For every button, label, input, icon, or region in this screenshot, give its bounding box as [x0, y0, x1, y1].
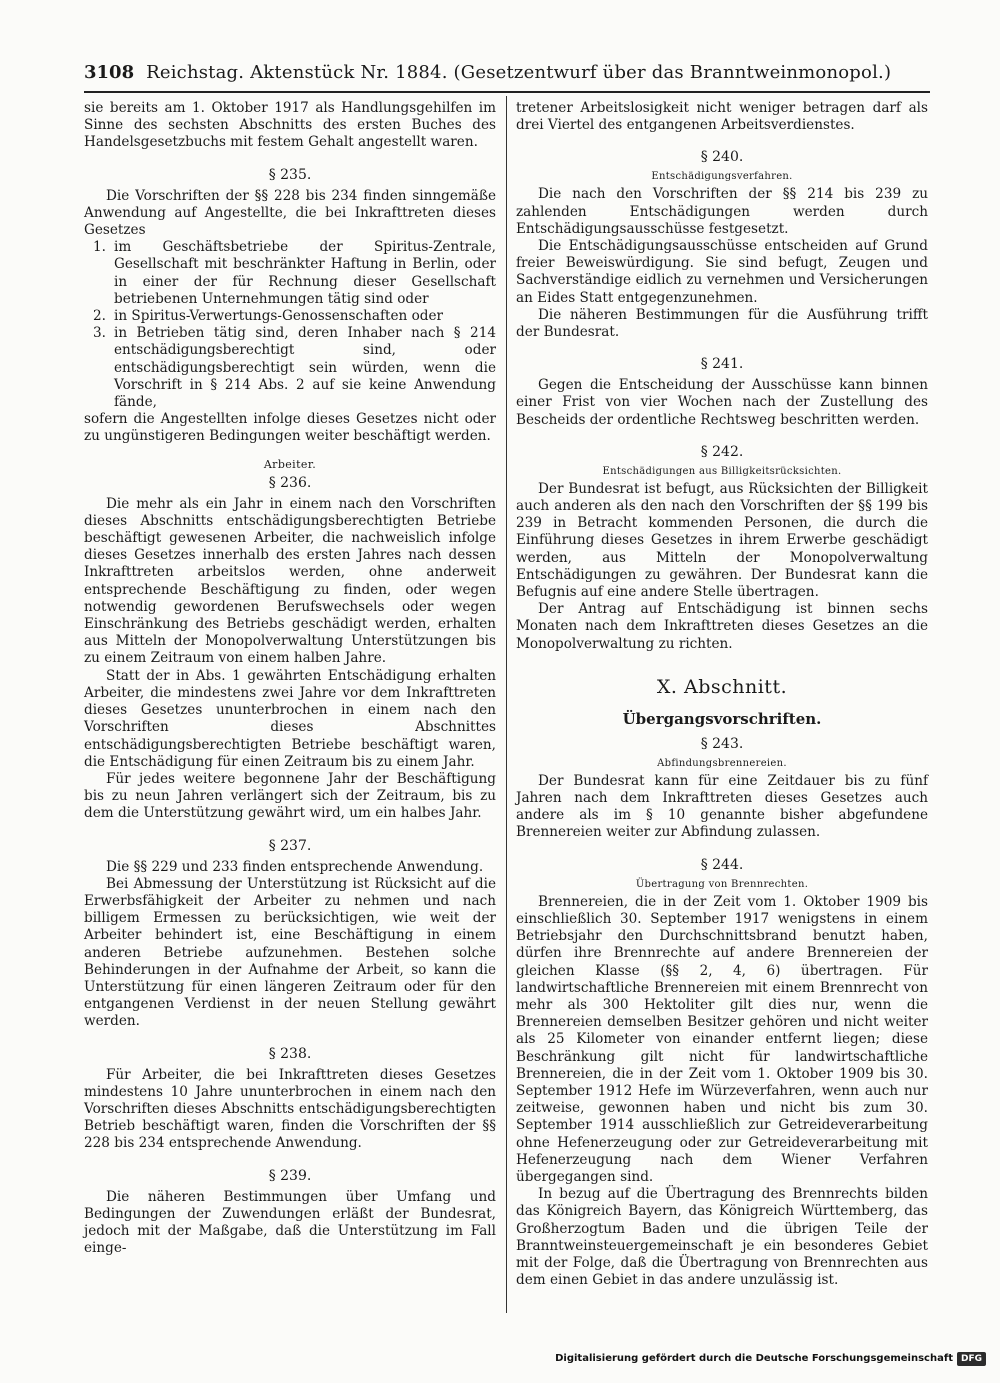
section-subtitle: Übertragung von Brennrechten. [635, 878, 809, 890]
section-heading-238: § 238. [268, 1045, 312, 1062]
section-heading-236: § 236. [268, 474, 312, 491]
paragraph: sofern die Angestellten infolge dieses Gesetzes nicht oder zu ungünstigeren Bedingungen weiter beschäftigt werden. [84, 411, 496, 445]
section-heading-240: § 240. [700, 149, 744, 166]
part-heading: X. Abschnitt. [656, 675, 788, 698]
paragraph: Die §§ 229 und 233 finden entsprechende Anwendung. [106, 858, 484, 875]
section-subtitle: Entschädigungen aus Billigkeitsrücksichten. [602, 465, 842, 477]
paragraph: Der Bundesrat ist befugt, aus Rücksichten der Billigkeit auch anderen als den nach den Vorschriften der §§ 199 bis 239 in Betracht kommenden Personen, die durch die Einführung dieses Gesetzes in ihrem Erwerbe geschädigt werden, aus Mitteln der Monopolverwaltung Entschädigungen zu gewähren. Der Bundesrat kann die Befugnis auf eine andere Stelle übertragen. [516, 480, 928, 601]
right-column [516, 100, 928, 1289]
paragraph: Die näheren Bestimmungen für die Ausführung trifft der Bundesrat. [516, 306, 928, 341]
section-heading-242: § 242. [700, 443, 744, 460]
list-text: in Spiritus-Verwertungs-Genossenschaften oder [114, 308, 444, 325]
page-header [84, 58, 930, 88]
dfg-logo: DFG [957, 1352, 986, 1366]
section-heading-237: § 237. [268, 837, 312, 854]
paragraph: Die Entschädigungsausschüsse entscheiden auf Grund freier Beweiswürdigung. Sie sind befugt, Zeugen und Sachverständige eidlich zu vernehmen und Versicherungen an Eides Statt entgegenzunehmen. [516, 238, 928, 306]
paragraph: sie bereits am 1. Oktober 1917 als Handlungsgehilfen im Sinne des sechsten Abschnitts des ersten Buches des Handelsgesetzbuchs mit festem Gehalt angestellt waren. [84, 100, 496, 151]
paragraph: Die mehr als ein Jahr in einem nach den Vorschriften dieses Abschnitts entschädigungsberechtigten Betriebe beschäftigt gewesenen Arbeiter, die nachweislich infolge dieses Gesetzes innerhalb des ersten Jahres nach dessen Inkrafttreten arbeitslos werden, ohne anderweit entsprechende Beschäftigung zu finden, oder wegen notwendig gewordenen Berufswechsels oder wegen Einschränkung des Betriebs geschädigt werden, erhalten aus Mitteln der Monopolverwaltung Unterstützungen bis zu einem Zeitraum von einem halben Jahre. [84, 495, 496, 667]
paragraph: Gegen die Entscheidung der Ausschüsse kann binnen einer Frist von vier Wochen nach der Zustellung des Bescheids der ordentliche Rechtsweg beschritten werden. [516, 377, 928, 428]
part-title: Übergangsvorschriften. [622, 709, 822, 728]
list-number: 2. [93, 308, 106, 325]
paragraph: Der Bundesrat kann für eine Zeitdauer bis zu fünf Jahren nach dem Inkrafttreten dieses Gesetzes auch andere als im § 10 genannte bisher abgefundene Brennereien weiter zur Abfindung zulassen. [516, 772, 928, 841]
enumerated-list [84, 239, 496, 411]
list-number: 1. [93, 239, 106, 256]
paragraph: Statt der in Abs. 1 gewährten Entschädigung erhalten Arbeiter, die mindestens zwei Jahre vor dem Inkrafttreten dieses Gesetzes ununterbrochen in einem nach den Vorschriften dieses Abschnittes entschädigungsberechtigten Betriebe beschäftigt waren, die Entschädigung für einen Zeitraum bis zu einem Jahr. [84, 667, 496, 770]
section-subtitle: Entschädigungsverfahren. [651, 171, 793, 183]
paragraph: Die nach den Vorschriften der §§ 214 bis 239 zu zahlenden Entschädigungen werden durch Entschädigungsausschüsse festgesetzt. [516, 186, 928, 237]
paragraph: Bei Abmessung der Unterstützung ist Rücksicht auf die Erwerbsfähigkeit der Arbeiter zu nehmen und nach billigem Ermessen zu berücksichtigen, wie weit der Arbeiter behindert ist, eine Beschäftigung in einem anderen Betriebe aufzunehmen. Bestehen solche Behinderungen in der Aufnahme der Arbeit, so kann die Unterstützung für einen längeren Zeitraum oder für den entgangenen Verdienst in der neuen Stellung gewährt werden. [84, 875, 496, 1030]
left-column [84, 100, 496, 1257]
column-divider [506, 96, 507, 1313]
section-heading-244: § 244. [700, 856, 744, 873]
header-rule [84, 91, 930, 93]
digitization-credit [555, 1351, 986, 1367]
list-text: im Geschäftsbetriebe der Spiritus-Zentrale, Gesellschaft mit beschränkter Haftung in Berlin, oder in einer der für Rechnung dieser Gesellschaft betriebenen Unternehmungen tätig sind oder [114, 239, 496, 307]
credit-text: Digitalisierung gefördert durch die Deutsche Forschungsgemeinschaft [555, 1353, 953, 1364]
section-heading-241: § 241. [700, 356, 744, 373]
paragraph: Die Vorschriften der §§ 228 bis 234 finden sinngemäße Anwendung auf Angestellte, die bei Inkrafttreten dieses Gesetzes [84, 187, 496, 239]
paragraph: tretener Arbeitslosigkeit nicht weniger betragen darf als drei Viertel des entgangenen Arbeitsverdienstes. [516, 100, 928, 134]
section-heading-243: § 243. [700, 735, 744, 752]
section-heading-239: § 239. [268, 1167, 312, 1184]
running-title: Reichstag. Aktenstück Nr. 1884. (Gesetzentwurf über das Branntweinmonopol.) [146, 62, 892, 83]
list-item [84, 239, 496, 308]
paragraph: Der Antrag auf Entschädigung ist binnen sechs Monaten nach dem Inkrafttreten dieses Gesetzes an die Monopolverwaltung zu richten. [516, 601, 928, 652]
paragraph: Für Arbeiter, die bei Inkrafttreten dieses Gesetzes mindestens 10 Jahre ununterbrochen in einem nach den Vorschriften dieses Abschnitts entschädigungsberechtigten Betrieb beschäftigt waren, finden die Vorschriften der §§ 228 bis 234 entsprechende Anwendung. [84, 1066, 496, 1152]
list-item [84, 325, 496, 411]
section-subtitle: Abfindungsbrennereien. [657, 757, 787, 769]
paragraph: Brennereien, die in der Zeit vom 1. Oktober 1909 bis einschließlich 30. September 1917 wenigstens in einem Betriebsjahr den Durchschnittsbrand benutzt haben, dürfen ihre Brennrechte auf andere Brennereien der gleichen Klasse (§§ 2, 4, 6) übertragen. Für landwirtschaftliche Brennereien mit einem Brennrecht von mehr als 300 Hektoliter gilt dies nur, wenn die Brennereien demselben Besitzer gehören und nicht weiter als 25 Kilometer von einander entfernt liegen; diese Beschränkung gilt nicht für landwirtschaftliche Brennereien, die in der Zeit vom 1. Oktober 1909 bis 30. September 1912 Hefe im Würzeverfahren, wenn auch nur zeitweise, gewonnen haben und nicht bis zum 30. September 1914 ausschließlich zur Getreideverarbeitung ohne Hefenerzeugung oder zur Getreideverarbeitung mit Hefenerzeugung nach dem Wiener Verfahren übergegangen sind. [516, 893, 928, 1185]
list-item [84, 308, 496, 325]
list-text: in Betrieben tätig sind, deren Inhaber nach § 214 entschädigungsberechtigt sind, oder entschädigungsberechtigt sein würden, wenn die Vorschrift in § 214 Abs. 2 auf sie keine Anwendung fände, [114, 325, 496, 411]
paragraph: Für jedes weitere begonnene Jahr der Beschäftigung bis zu neun Jahren verlängert sich der Zeitraum, bis zu dem die Unterstützung gewährt wird, um ein halbes Jahr. [84, 770, 496, 822]
list-number: 3. [93, 325, 106, 342]
page-number: 3108 [84, 62, 135, 83]
subheading-arbeiter: Arbeiter. [263, 457, 317, 471]
paragraph: Die näheren Bestimmungen über Umfang und Bedingungen der Zuwendungen erläßt der Bundesrat, jedoch mit der Maßgabe, daß die Unterstützung im Fall einge- [84, 1188, 496, 1257]
paragraph: In bezug auf die Übertragung des Brennrechts bilden das Königreich Bayern, das Königreich Württemberg, das Großherzogtum Baden und die übrigen Teile der Branntweinsteuergemeinschaft je ein besonderes Gebiet mit der Folge, daß die Übertragung von Brennrechten aus dem einen Gebiet in das andere unzulässig ist. [516, 1186, 928, 1289]
section-heading-235: § 235. [268, 166, 312, 183]
